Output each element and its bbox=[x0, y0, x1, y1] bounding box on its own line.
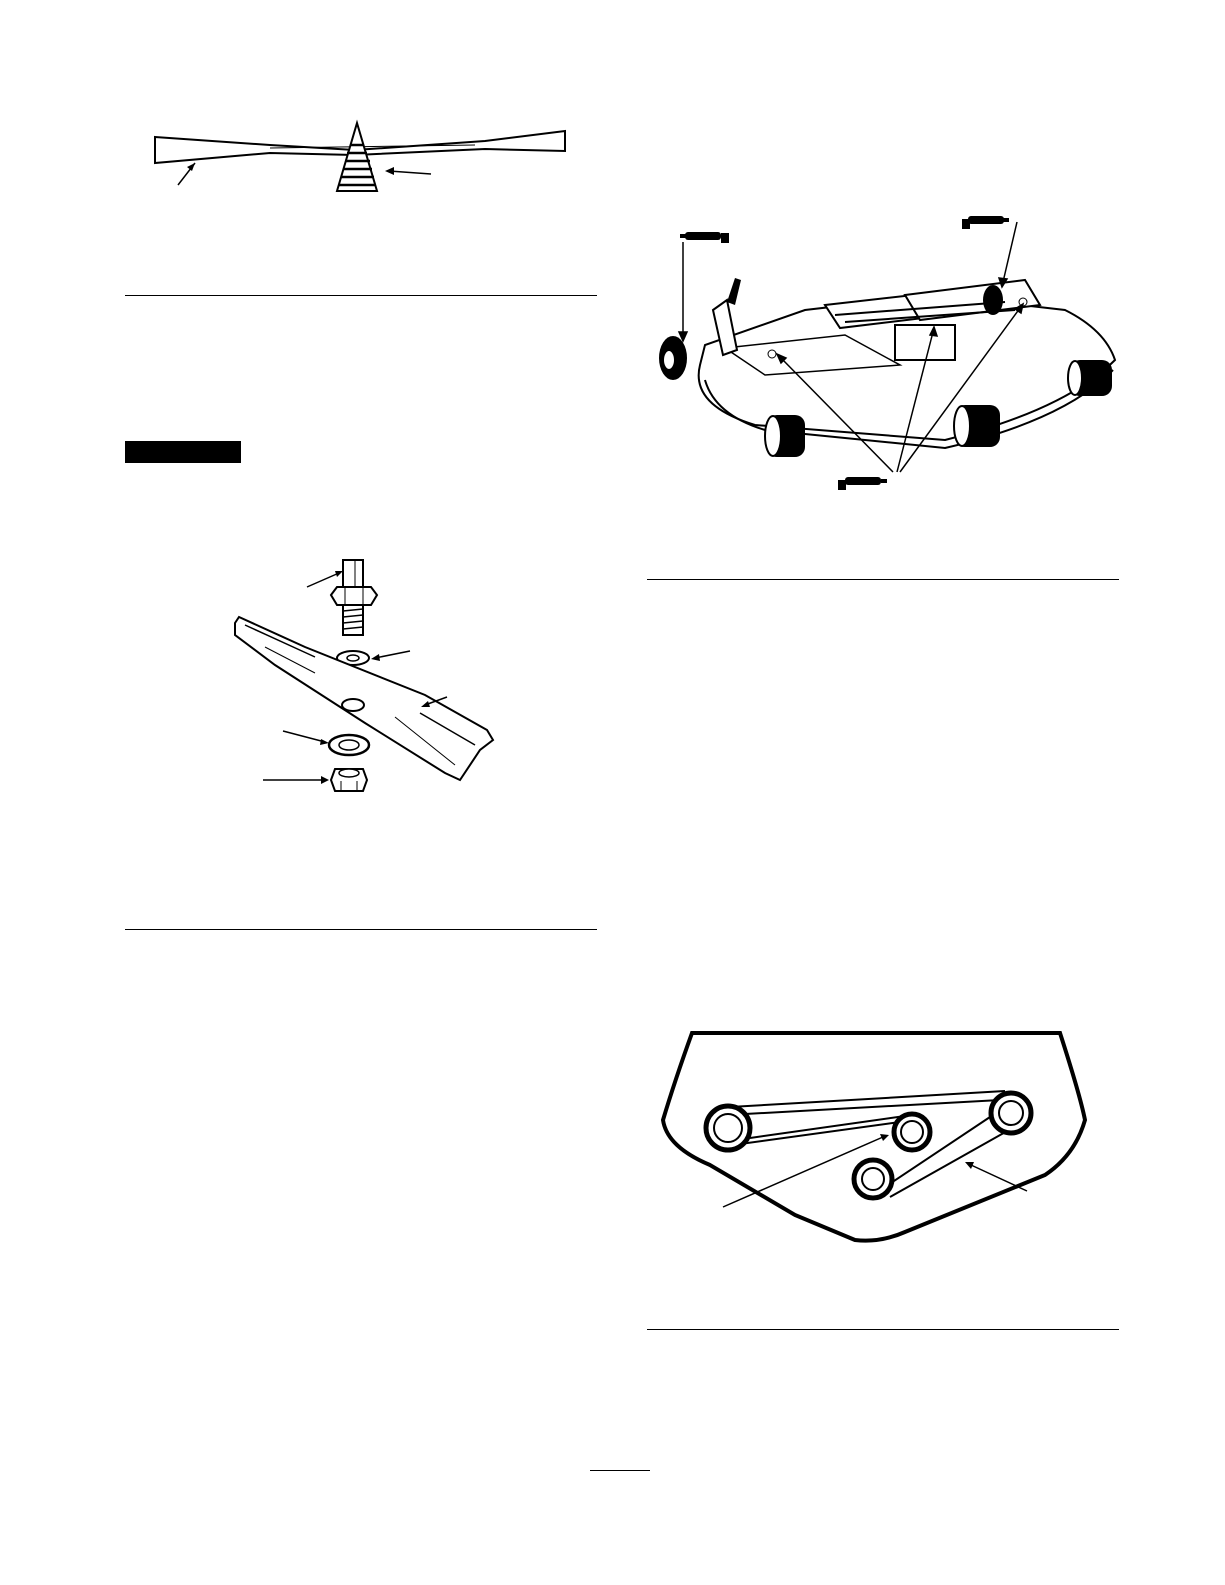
section-divider bbox=[125, 295, 597, 296]
grease-gun-icon bbox=[838, 477, 887, 490]
callout-arrow bbox=[307, 571, 343, 587]
section-divider bbox=[647, 1329, 1119, 1330]
blade-on-balancer-drawing bbox=[145, 115, 575, 205]
pulley bbox=[706, 1106, 750, 1150]
deck-wheel bbox=[1068, 360, 1112, 396]
grease-gun-icon bbox=[962, 216, 1009, 229]
blade-spindle-assembly-drawing bbox=[225, 555, 510, 805]
callout-arrow bbox=[371, 651, 410, 661]
deck-grease-figure bbox=[645, 210, 1120, 500]
section-divider bbox=[125, 929, 597, 930]
callout-arrow bbox=[283, 731, 329, 745]
pulley bbox=[991, 1093, 1031, 1133]
pulley bbox=[894, 1114, 930, 1150]
section-divider bbox=[647, 579, 1119, 580]
page-number-rule bbox=[590, 1470, 650, 1471]
deck-wheel bbox=[659, 336, 687, 380]
blade-balance-figure bbox=[145, 115, 575, 205]
callout-arrow bbox=[178, 163, 195, 185]
blade-mounting-figure bbox=[225, 555, 510, 805]
callout-arrow bbox=[263, 776, 329, 784]
deck-wheel bbox=[983, 285, 1003, 315]
belt-routing-figure bbox=[655, 1025, 1095, 1250]
notice-label bbox=[125, 441, 241, 463]
callout-arrow bbox=[385, 167, 431, 175]
deck-wheel bbox=[954, 405, 1000, 447]
deck-wheel bbox=[765, 415, 805, 457]
mower-deck-drawing bbox=[645, 210, 1120, 500]
belt-routing-drawing bbox=[655, 1025, 1095, 1250]
pulley bbox=[854, 1160, 892, 1198]
grease-gun-icon bbox=[680, 232, 729, 243]
